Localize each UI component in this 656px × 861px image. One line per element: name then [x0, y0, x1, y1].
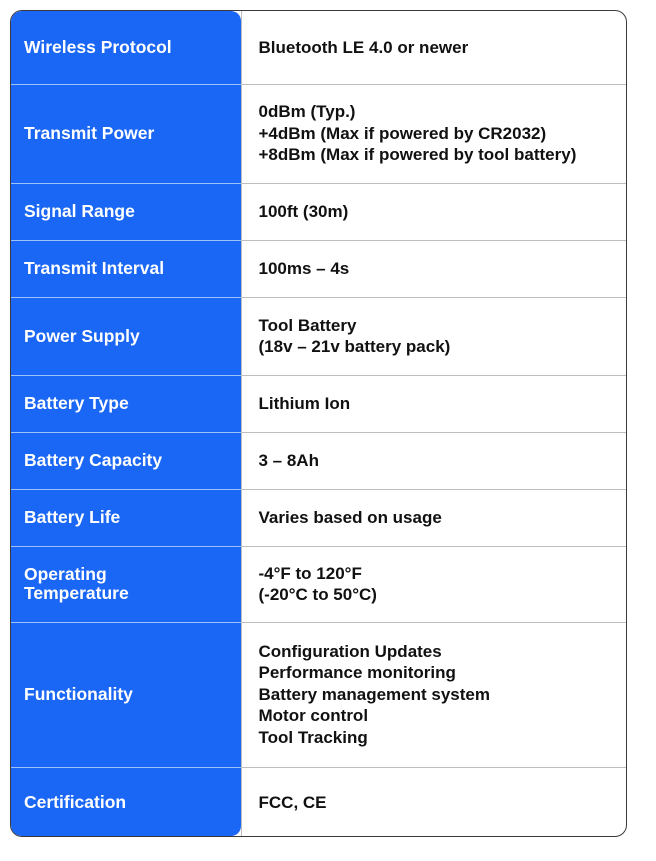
spec-table-card — [10, 10, 627, 837]
spec-label: Battery Capacity — [11, 432, 241, 489]
spec-row-certification — [11, 767, 626, 837]
spec-value-line: Lithium Ion — [258, 393, 351, 413]
spec-row-operating-temperature — [11, 546, 626, 622]
spec-value-line: Configuration Updates — [258, 641, 442, 661]
spec-row-transmit-power — [11, 84, 626, 183]
spec-value-line: Bluetooth LE 4.0 or newer — [258, 37, 469, 57]
spec-value — [241, 489, 626, 546]
spec-value-line: Varies based on usage — [258, 507, 442, 527]
spec-label: Certification — [24, 791, 127, 812]
spec-label: Operating Temperature — [11, 546, 241, 622]
spec-label: Power Supply — [11, 297, 241, 375]
spec-value — [241, 84, 626, 183]
spec-value — [241, 432, 626, 489]
spec-row-battery-life — [11, 489, 626, 546]
spec-value — [241, 622, 626, 767]
spec-label: Functionality — [11, 622, 241, 767]
spec-value — [241, 11, 626, 84]
spec-label: Wireless Protocol — [11, 11, 241, 84]
spec-row-transmit-interval — [11, 240, 626, 297]
spec-label: Battery Life — [11, 489, 241, 546]
spec-value — [241, 767, 626, 837]
spec-value-line: Battery management system — [258, 684, 490, 704]
spec-value-line: (18v – 21v battery pack) — [258, 337, 451, 356]
spec-value-line: 100ms – 4s — [258, 258, 350, 278]
spec-value-line: Motor control — [258, 706, 369, 726]
spec-row-functionality — [11, 622, 626, 767]
spec-value-line: Tool Battery — [258, 315, 357, 335]
spec-value-line: +8dBm (Max if powered by tool battery) — [258, 145, 577, 165]
spec-value — [241, 546, 626, 622]
spec-value — [241, 183, 626, 240]
spec-row-power-supply — [11, 297, 626, 375]
spec-value-line: Tool Tracking — [258, 727, 368, 747]
spec-table — [11, 11, 626, 837]
spec-value — [241, 240, 626, 297]
spec-value-line: 100ft (30m) — [258, 201, 349, 221]
spec-value-line: +4dBm (Max if powered by CR2032) — [258, 123, 547, 143]
spec-value-line: Performance monitoring — [258, 663, 456, 683]
spec-value-line: FCC, CE — [258, 792, 327, 812]
spec-value-line: 0dBm (Typ.) — [258, 102, 356, 122]
spec-label: Transmit Power — [11, 84, 241, 183]
spec-label: Signal Range — [11, 183, 241, 240]
spec-value-line: -4°F to 120°F — [258, 563, 362, 583]
spec-value — [241, 375, 626, 432]
spec-label: Battery Type — [11, 375, 241, 432]
spec-row-battery-capacity — [11, 432, 626, 489]
spec-row-signal-range — [11, 183, 626, 240]
spec-label: Transmit Interval — [11, 240, 241, 297]
spec-value-line: (-20°C to 50°C) — [258, 585, 377, 604]
spec-value — [241, 297, 626, 375]
spec-row-wireless-protocol — [11, 11, 626, 84]
spec-row-battery-type — [11, 375, 626, 432]
spec-value-line: 3 – 8Ah — [258, 450, 319, 470]
